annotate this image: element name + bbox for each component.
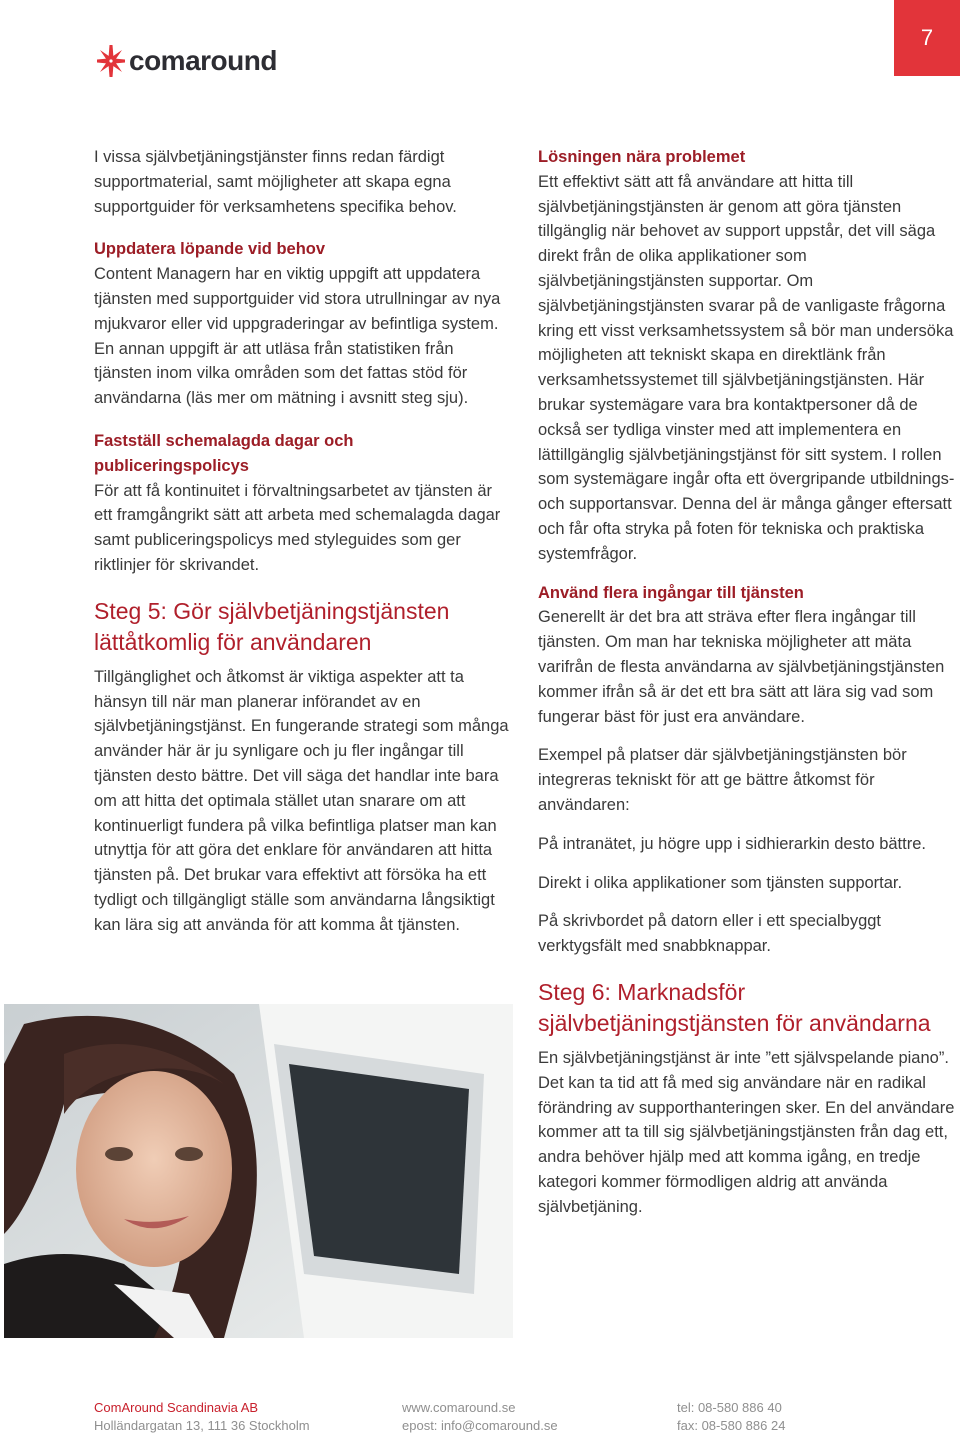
step-6-heading: Steg 6: Marknadsför självbetjäningstjänsten för användarna	[538, 978, 931, 1037]
body-paragraph: Tillgänglighet och åtkomst är viktiga aspekter att ta hänsyn till när man planerar införandet av en självbetjäningstjänst. En fungerande strategi som många använder här är ju synligare och ju fler ingångar till tjänsten desto bättre. Det vill säga det handlar inte bara om att hitta det optimala stället utan snarare om att kontinuerligt fundera på vilka befintliga platser man kan utnyttja för att göra det enklare för användaren att hitta tjänsten på. Det brukar vara effektivt att försöka ha ett tydligt och tillgängligt ställe som användarna långsiktigt kan lära sig att använda för att komma åt tjänsten.	[94, 667, 509, 934]
page-number: 7	[894, 0, 960, 76]
section-heading: Använd flera ingångar till tjänsten	[538, 583, 804, 602]
right-column	[538, 145, 958, 1219]
woman-with-laptop-photo	[4, 1004, 513, 1338]
body-paragraph: Generellt är det bra att sträva efter flera ingångar till tjänsten. Om man har tekniska möjligheter att mäta varifrån de flesta användarna av självbetjäningstjänsten kommer ifrån så är det ett bra sätt att lära sig vad som fungerar bäst för just era användare.	[538, 608, 945, 726]
footer-website-link[interactable]: www.comaround.se	[402, 1400, 516, 1415]
footer-email-link[interactable]: epost: info@comaround.se	[402, 1418, 558, 1433]
section-heading: Lösningen nära problemet	[538, 148, 746, 166]
body-paragraph: För att få kontinuitet i förvaltningsarbetet av tjänsten är ett framgångrikt sätt att arbeta med schemalagda dagar samt publiceringspolicys med styleguides som ger riktlinjer för skrivandet.	[94, 481, 501, 574]
body-paragraph: På skrivbordet på datorn eller i ett specialbyggt verktygsfält med snabbknappar.	[538, 912, 882, 956]
body-paragraph: På intranätet, ju högre upp i sidhierarkin desto bättre.	[538, 834, 926, 853]
body-paragraph: Direkt i olika applikationer som tjänsten supportar.	[538, 873, 903, 892]
section-heading: Uppdatera löpande vid behov	[94, 240, 326, 259]
body-paragraph: En självbetjäningstjänst är inte ”ett självspelande piano”. Det kan ta tid att få med sig användare när en radikal förändring av supporthanteringen sker. En del användare kommer att ta till sig självbetjäningstjänsten från dag ett, andra behöver hjälp med att komma igång, en tredje kategori kommer förmodligen aldrig att använda självbetjäning.	[538, 1048, 955, 1216]
footer-tel: tel: 08-580 886 40	[677, 1400, 782, 1415]
footer-address: Holländargatan 13, 111 36 Stockholm	[94, 1418, 310, 1433]
intro-paragraph: I vissa självbetjäningstjänster finns redan färdigt supportmaterial, samt möjligheter att skapa egna supportguider för verksamhetens specifika behov.	[94, 148, 457, 216]
body-paragraph: Content Managern har en viktig uppgift att uppdatera tjänsten med supportguider vid stora utrullningar av nya mjukvaror eller vid uppgraderingar av befintliga system. En annan uppgift är att utläsa från statistiken från tjänsten inom vilka områden som det fattas stöd för användarna (läs mer om mätning i avsnitt steg sju).	[94, 265, 501, 408]
section-heading: Fastställ schemalagda dagar och publiceringspolicys	[94, 431, 354, 475]
footer-phone	[677, 1399, 785, 1435]
body-paragraph: Ett effektivt sätt att få användare att hitta till självbetjäningstjänsten är genom att göra tjänsten tillgänglig när behovet av support uppstår, det vill säga direkt från de olika applikationer som självbetjäningstjänsten supportar. Om självbetjäningstjänsten svarar på de vanligaste frågorna kring ett visst verksamhetssystem så bör man undersöka möjligheten att tekniskt skapa en direktlänk från verksamhetssystemet till självbetjäningstjänsten. Här brukar systemägare vara bra kontaktpersoner då de också ser tydliga vinster med att implementera en lättillgänglig självbetjäningstjänst för sitt system. I rollen som systemägare ingår ofta ett övergripande utbildnings- och supportansvar. Denna del är många gånger eftersatt och får ofta stryka på foten för tekniska och praktiska systemfrågor.	[538, 172, 955, 563]
footer-web	[402, 1399, 558, 1435]
brand-name: comaround	[129, 45, 277, 76]
footer-company	[94, 1399, 310, 1435]
star-logo-icon	[96, 44, 126, 78]
footer-company-name: ComAround Scandinavia AB	[94, 1400, 259, 1415]
company-logo	[96, 44, 277, 78]
footer-fax: fax: 08-580 886 24	[677, 1418, 786, 1433]
body-paragraph: Exempel på platser där självbetjäningstjänsten bör integreras tekniskt för att ge bättre åtkomst för användaren:	[538, 746, 907, 814]
left-column	[94, 145, 512, 938]
step-5-heading: Steg 5: Gör självbetjäningstjänsten lättåtkomlig för användaren	[94, 597, 450, 656]
